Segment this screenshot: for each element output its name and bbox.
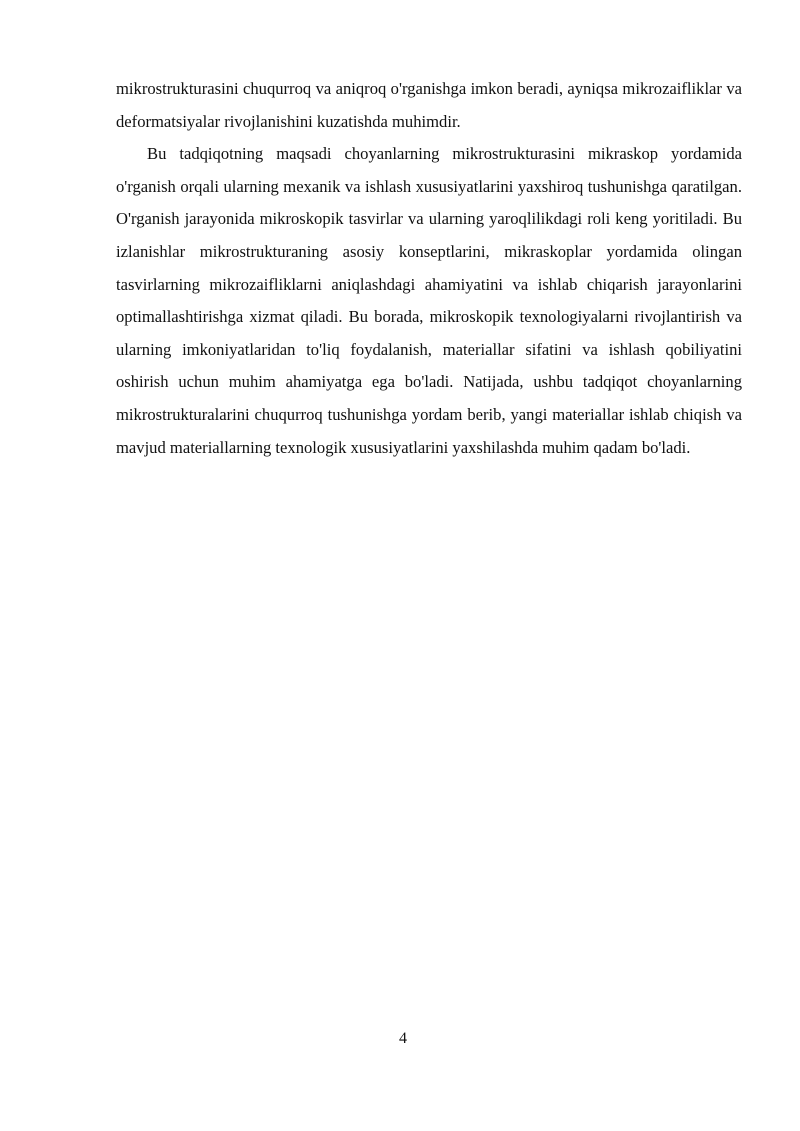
body-text: [116, 73, 742, 464]
paragraph-research-goal: Bu tadqiqotning maqsadi choyanlarning mikrostrukturasini mikraskop yordamida o'rganish orqali ularning mexanik va ishlash xususiyatlarini yaxshiroq tushunishga qaratilgan. O'rganish jarayonida mikroskopik tasvirlar va ularning yaroqlilikdagi roli keng yoritiladi. Bu izlanishlar mikrostrukturaning asosiy konseptlarini, mikraskoplar yordamida olingan tasvirlarning mikrozaifliklarni aniqlashdagi ahamiyatini va ishlab chiqarish jarayonlarini optimallashtirishga xizmat qiladi. Bu borada, mikroskopik texnologiyalarni rivojlantirish va ularning imkoniyatlaridan to'liq foydalanish, materiallar sifatini va ishlash qobiliyatini oshirish uchun muhim ahamiyatga ega bo'ladi. Natijada, ushbu tadqiqot choyanlarning mikrostrukturalarini chuqurroq tushunishga yordam berib, yangi materiallar ishlab chiqish va mavjud materiallarning texnologik xususiyatlarini yaxshilashda muhim qadam bo'ladi.: [116, 144, 742, 457]
page-number: 4: [399, 1030, 407, 1047]
paragraph-continuation: mikrostrukturasini chuqurroq va aniqroq o'rganishga imkon beradi, ayniqsa mikrozaifliklar va deformatsiyalar rivojlanishini kuzatishda muhimdir.: [116, 79, 742, 131]
